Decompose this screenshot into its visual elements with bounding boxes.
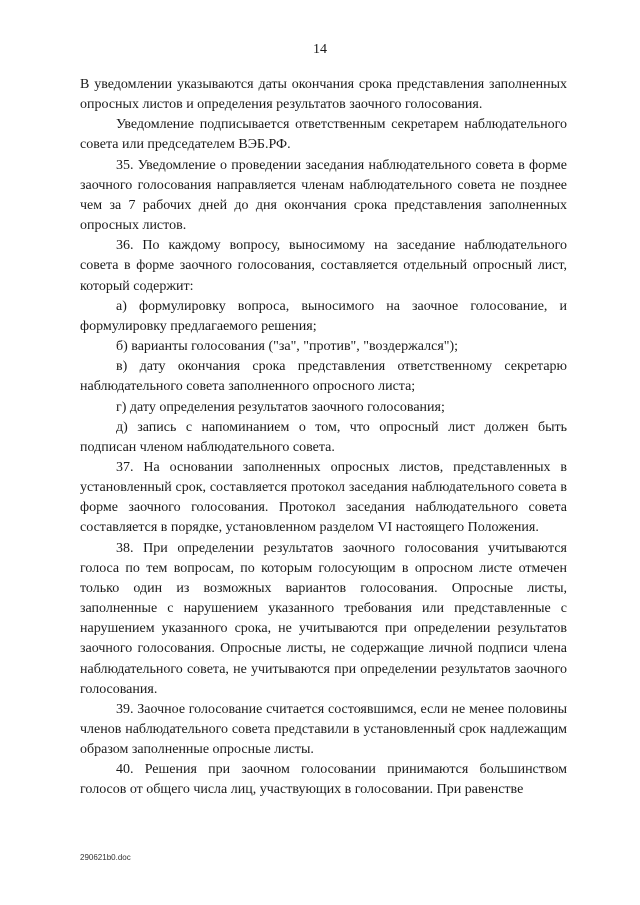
page-number: 14: [313, 42, 327, 57]
paragraph: 38. При определении результатов заочного голосования учитываются голоса по тем вопросам, по которым голосующим в опросном листе отмечен только один из возможных вариантов голосования. Опросные листы, заполненные с нарушением указанного требования или представленные с нарушением указанного срока, не учитываются при определении результатов заочного голосования. Опросные листы, не содержащие личной подписи члена наблюдательного совета, не учитываются при определении результатов заочного голосования.: [80, 540, 567, 697]
paragraph: 39. Заочное голосование считается состоявшимся, если не менее половины членов наблюдательного совета представили в установленный срок надлежащим образом заполненные опросные листы.: [80, 701, 567, 758]
list-item: д) запись с напоминанием о том, что опросный лист должен быть подписан членом наблюдательного совета.: [80, 419, 567, 455]
paragraph: 37. На основании заполненных опросных листов, представленных в установленный срок, составляется протокол заседания наблюдательного совета в форме заочного голосования. Протокол заседания наблюдательного совета составляется в порядке, установленном разделом VI настоящего Положения.: [80, 459, 567, 536]
document-body: [80, 75, 567, 801]
paragraph: Уведомление подписывается ответственным секретарем наблюдательного совета или председателем ВЭБ.РФ.: [80, 117, 567, 153]
list-item: в) дату окончания срока представления ответственному секретарю наблюдательного совета заполненного опросного листа;: [80, 359, 567, 395]
paragraph: 40. Решения при заочном голосовании принимаются большинством голосов от общего числа лиц, участвующих в голосовании. При равенстве: [80, 762, 567, 798]
list-item: г) дату определения результатов заочного голосования;: [116, 399, 445, 415]
paragraph: В уведомлении указываются даты окончания срока представления заполненных опросных листов и определения результатов заочного голосования.: [80, 77, 567, 113]
paragraph: 36. По каждому вопросу, выносимому на заседание наблюдательного совета в форме заочного голосования, составляется отдельный опросный лист, который содержит:: [80, 238, 567, 294]
paragraph: 35. Уведомление о проведении заседания наблюдательного совета в форме заочного голосования направляется членам наблюдательного совета не позднее чем за 7 рабочих дней до дня окончания срока представления заполненных опросных листов.: [80, 157, 567, 234]
footer-filename: 290621b0.doc: [80, 853, 131, 862]
list-item: б) варианты голосования ("за", "против", "воздержался");: [116, 339, 459, 355]
list-item: а) формулировку вопроса, выносимого на заочное голосование, и формулировку предлагаемого решения;: [80, 298, 567, 334]
